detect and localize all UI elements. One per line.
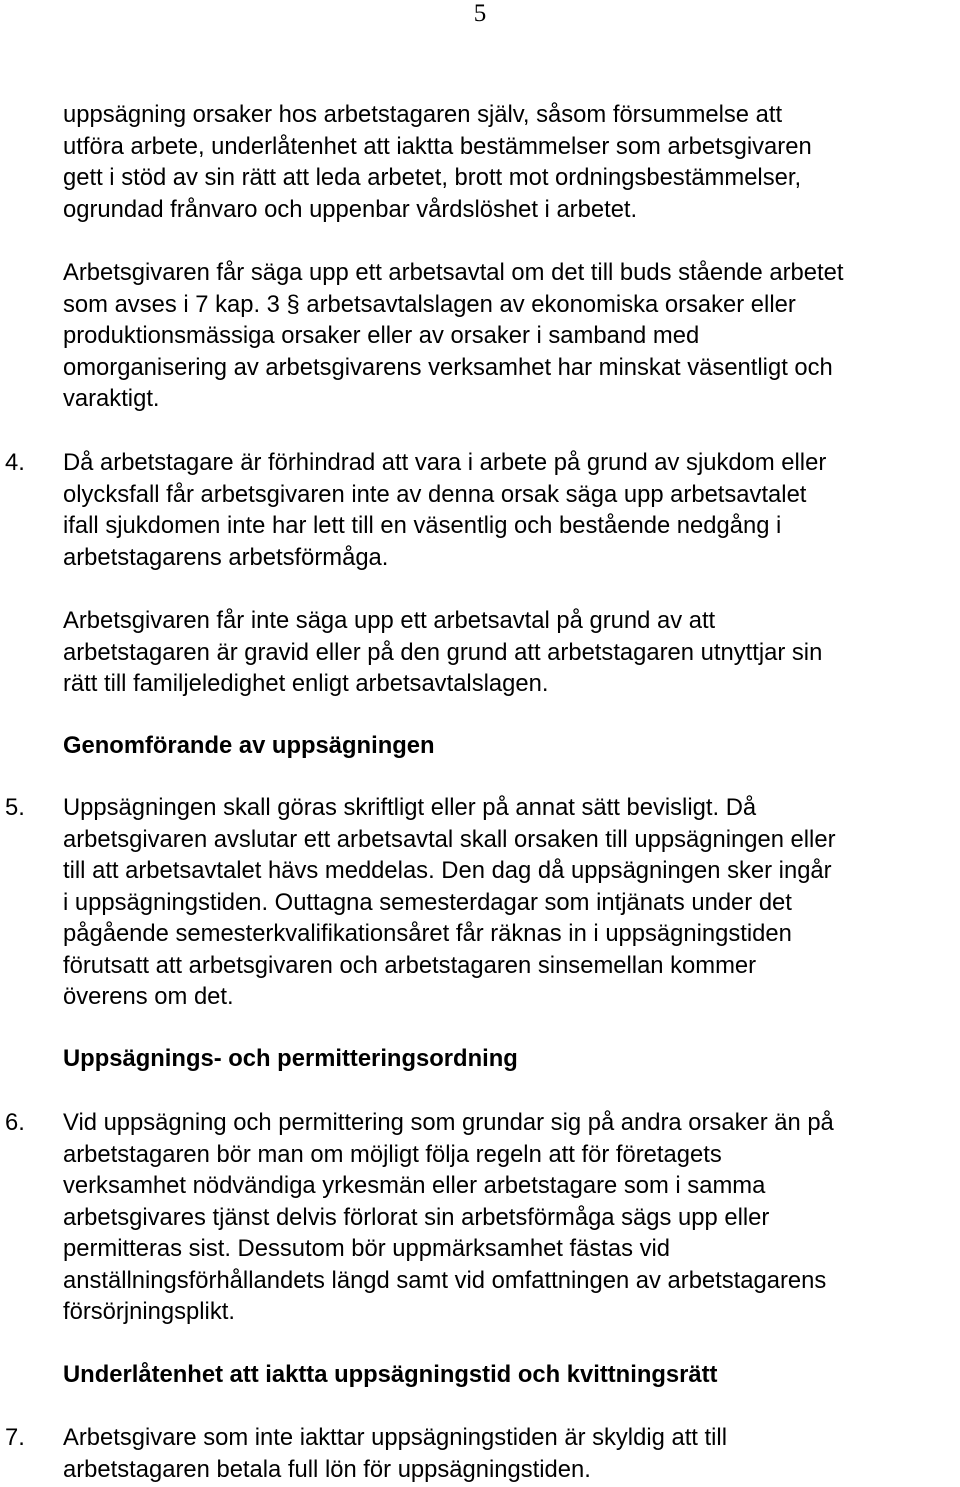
page-number: 5 [473, 0, 487, 27]
section-7-text [63, 1422, 958, 1485]
section-number: 6. [5, 1109, 25, 1136]
paragraph-pregnancy [63, 605, 958, 700]
text-line: Uppsägningen skall göras skriftligt eller på annat sätt bevisligt. Då [63, 794, 757, 821]
section-heading: Underlåtenhet att iakttа uppsägningstid och kvittningsrätt [63, 1361, 718, 1388]
section-number: 7. [5, 1424, 25, 1451]
section-heading: Genomförande av uppsägningen [63, 732, 435, 759]
text-line: i uppsägningstiden. Outtagna semesterdagar som intjänats under det [63, 888, 792, 916]
paragraph-economic-grounds [63, 257, 958, 415]
text-line: Arbetsgivare som inte iakttar uppsägningstiden är skyldig att till [63, 1424, 728, 1451]
section-number: 4. [5, 449, 25, 476]
text-line: anställningsförhållandets längd samt vid omfattningen av arbetstagarens [63, 1266, 827, 1294]
text-line: arbetsgivares tjänst delvis förlorat sin arbetsförmåga sägs upp eller [63, 1203, 770, 1231]
text-line: Arbetsgivaren får säga upp ett arbetsavtal om det till buds stående arbetet [63, 259, 844, 286]
section-number: 5. [5, 794, 25, 821]
text-line: arbetsgivaren avslutar ett arbetsavtal skall orsaken till uppsägningen eller [63, 825, 836, 853]
text-line: arbetstagaren är gravid eller på den grund att arbetstagaren utnyttjar sin [63, 638, 823, 666]
text-line: förutsatt att arbetsgivaren och arbetstagaren sinsemellan kommer [63, 951, 757, 979]
text-line: som avses i 7 kap. 3 § arbetsavtalslagen av ekonomiska orsaker eller [63, 290, 796, 318]
text-line: arbetstagaren bör man om möjligt följa regeln att för företagets [63, 1140, 722, 1168]
section-heading: Uppsägnings- och permitteringsordning [63, 1045, 518, 1072]
text-line: uppsägning orsaker hos arbetstagaren själv, såsom försummelse att [63, 101, 783, 128]
text-line: gett i stöd av sin rätt att leda arbetet, brott mot ordningsbestämmelser, [63, 164, 802, 191]
text-line: Arbetsgivaren får inte säga upp ett arbetsavtal på grund av att [63, 607, 716, 634]
paragraph-continuation [63, 99, 958, 225]
text-line: omorganisering av arbetsgivarens verksamhet har minskat väsentligt och [63, 353, 833, 381]
text-line: utföra arbete, underlåtenhet att iakttа bestämmelser som arbetsgivaren [63, 132, 812, 160]
text-line: rätt till familjeledighet enligt arbetsavtalslagen. [63, 670, 549, 697]
text-line: varaktigt. [63, 385, 160, 412]
text-line: arbetstagarens arbetsförmåga. [63, 543, 389, 571]
text-line: arbetstagaren betala full lön för uppsägningstiden. [63, 1455, 591, 1483]
section-6-text [63, 1107, 958, 1328]
text-line: verksamhet nödvändiga yrkesmän eller arbetstagare som i samma [63, 1172, 766, 1199]
text-line: överens om det. [63, 983, 234, 1010]
section-5-text [63, 792, 958, 1013]
text-line: produktionsmässiga orsaker eller av orsaker i samband med [63, 322, 700, 349]
text-line: till att arbetsavtalet hävs meddelas. Den dag då uppsägningen sker ingår [63, 857, 832, 884]
text-line: försörjningsplikt. [63, 1298, 235, 1325]
section-4-text [63, 447, 958, 573]
text-line: pågående semesterkvalifikationsåret får räknas in i uppsägningstiden [63, 920, 792, 947]
text-line: ifall sjukdomen inte har lett till en väsentlig och bestående nedgång i [63, 512, 782, 539]
text-line: Då arbetstagare är förhindrad att vara i arbete på grund av sjukdom eller [63, 449, 827, 476]
text-line: olycksfall får arbetsgivaren inte av denna orsak säga upp arbetsavtalet [63, 480, 807, 508]
text-line: permitteras sist. Dessutom bör uppmärksamhet fästas vid [63, 1235, 671, 1262]
text-line: ogrundad frånvaro och uppenbar vårdslöshet i arbetet. [63, 195, 638, 223]
text-line: Vid uppsägning och permittering som grundar sig på andra orsaker än på [63, 1109, 834, 1136]
